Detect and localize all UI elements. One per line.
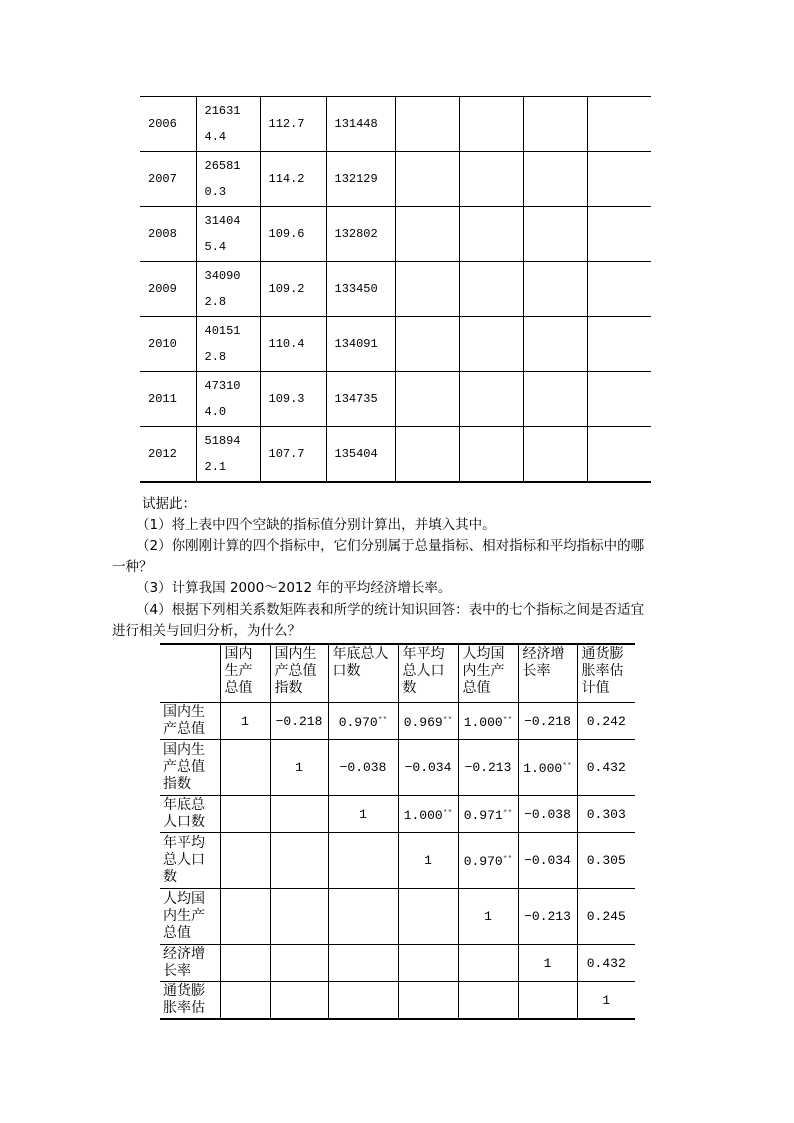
correlation-value: 1.000 [463, 714, 503, 730]
correlation-value: −0.034 [524, 853, 571, 868]
correlation-cell [398, 889, 458, 945]
correlation-cell [458, 740, 518, 796]
correlation-cell [577, 945, 635, 982]
empty-cell [459, 427, 523, 483]
empty-cell [459, 372, 523, 427]
table-row [160, 796, 635, 833]
cell-year: 2012 [140, 427, 196, 483]
cell-gdp: 265810.3 [196, 152, 260, 207]
correlation-value: 1 [543, 955, 552, 971]
empty-cell [459, 262, 523, 317]
significance-marker: ** [442, 715, 453, 725]
cell-year: 2007 [140, 152, 196, 207]
correlation-value: 1 [424, 853, 432, 868]
cell-gdp-index: 109.3 [260, 372, 326, 427]
correlation-value: 0.970 [463, 854, 503, 869]
empty-cell [587, 372, 651, 427]
cell-year: 2011 [140, 372, 196, 427]
correlation-cell [328, 703, 398, 740]
table-row [160, 833, 635, 889]
empty-cell [523, 317, 587, 372]
cell-gdp-index: 114.2 [260, 152, 326, 207]
correlation-cell [270, 796, 328, 833]
correlation-value: −0.213 [524, 909, 571, 924]
column-header: 通货膨胀率估计值 [577, 644, 635, 703]
header-row [160, 644, 635, 703]
gdp-data-table [140, 96, 651, 483]
correlation-cell [328, 889, 398, 945]
correlation-cell [270, 982, 328, 1020]
correlation-cell [220, 982, 270, 1020]
correlation-value: 1 [602, 992, 611, 1008]
empty-cell [523, 152, 587, 207]
empty-cell [395, 207, 459, 262]
row-header: 年底总人口数 [160, 796, 220, 833]
cell-year: 2008 [140, 207, 196, 262]
correlation-cell [328, 740, 398, 796]
row-header: 通货膨胀率估 [160, 982, 220, 1020]
correlation-cell [577, 982, 635, 1020]
significance-marker: ** [442, 808, 453, 818]
cell-gdp-index: 112.7 [260, 97, 326, 152]
column-header: 国内生产总值 [220, 644, 270, 703]
correlation-cell [577, 833, 635, 889]
table-row [140, 97, 651, 152]
cell-gdp: 216314.4 [196, 97, 260, 152]
correlation-value: 0.305 [586, 853, 626, 868]
correlation-value: 0.969 [403, 714, 443, 730]
correlation-cell [270, 833, 328, 889]
correlation-cell [398, 982, 458, 1020]
significance-marker: ** [502, 808, 513, 818]
row-header: 国内生产总值 [160, 703, 220, 740]
correlation-cell [458, 796, 518, 833]
column-header: 年平均总人口数 [398, 644, 458, 703]
correlation-value: −0.034 [404, 760, 452, 775]
significance-marker: ** [562, 762, 572, 771]
question-4: （4）根据下列相关系数矩阵表和所学的统计知识回答：表中的七个指标之间是否适宜 [136, 602, 645, 618]
cell-year: 2010 [140, 317, 196, 372]
question-1: （1）将上表中四个空缺的指标值分别计算出，并填入其中。 [136, 517, 496, 533]
question-3: （3）计算我国 2000～2012 年的平均经济增长率。 [136, 580, 452, 596]
cell-gdp-index: 110.4 [260, 317, 326, 372]
empty-cell [395, 317, 459, 372]
empty-cell [587, 317, 651, 372]
correlation-cell [518, 833, 577, 889]
correlation-cell [577, 703, 635, 740]
cell-population: 132129 [326, 152, 395, 207]
column-header: 人均国内生产总值 [458, 644, 518, 703]
table-row [140, 427, 651, 483]
cell-population: 134735 [326, 372, 395, 427]
question-4-cont: 进行相关与回归分析，为什么？ [112, 623, 301, 639]
correlation-value: 0.245 [586, 909, 626, 924]
correlation-cell [458, 945, 518, 982]
cell-gdp: 473104.0 [196, 372, 260, 427]
correlation-value: −0.038 [524, 806, 571, 822]
correlation-value: 1.000 [403, 807, 443, 823]
cell-gdp-index: 109.6 [260, 207, 326, 262]
empty-cell [587, 262, 651, 317]
correlation-cell [328, 982, 398, 1020]
correlation-value: −0.213 [464, 760, 512, 775]
table-row [160, 982, 635, 1020]
empty-cell [395, 372, 459, 427]
correlation-cell [270, 889, 328, 945]
empty-cell [395, 97, 459, 152]
correlation-cell [328, 833, 398, 889]
cell-gdp: 314045.4 [196, 207, 260, 262]
correlation-value: 0.970 [338, 714, 378, 730]
cell-population: 132802 [326, 207, 395, 262]
corner-cell [160, 644, 220, 703]
question-2: （2）你刚刚计算的四个指标中，它们分别属于总量指标、相对指标和平均指标中的哪 [136, 538, 645, 554]
empty-cell [459, 152, 523, 207]
correlation-cell [518, 740, 577, 796]
empty-cell [395, 427, 459, 483]
table-row [140, 262, 651, 317]
correlation-cell [270, 740, 328, 796]
correlation-cell [577, 740, 635, 796]
correlation-value: 0.432 [586, 760, 626, 775]
row-header: 国内生产总值指数 [160, 740, 220, 796]
cell-gdp-index: 109.2 [260, 262, 326, 317]
empty-cell [587, 97, 651, 152]
correlation-cell [398, 945, 458, 982]
row-header: 年平均总人口数 [160, 833, 220, 889]
empty-cell [395, 262, 459, 317]
correlation-cell [577, 796, 635, 833]
correlation-cell [458, 703, 518, 740]
cell-gdp: 518942.1 [196, 427, 260, 483]
correlation-value: 1 [484, 909, 492, 924]
row-header: 经济增长率 [160, 945, 220, 982]
cell-population: 131448 [326, 97, 395, 152]
correlation-cell [328, 945, 398, 982]
table-row [140, 317, 651, 372]
cell-year: 2009 [140, 262, 196, 317]
cell-population: 134091 [326, 317, 395, 372]
cell-gdp: 340902.8 [196, 262, 260, 317]
empty-cell [523, 207, 587, 262]
empty-cell [523, 97, 587, 152]
empty-cell [523, 372, 587, 427]
correlation-cell [270, 703, 328, 740]
cell-population: 135404 [326, 427, 395, 483]
empty-cell [459, 317, 523, 372]
correlation-matrix-table [160, 643, 635, 1020]
significance-marker: ** [502, 715, 513, 725]
correlation-value: 0.432 [586, 955, 626, 971]
correlation-cell [398, 703, 458, 740]
correlation-cell [328, 796, 398, 833]
correlation-value: 1 [241, 713, 249, 729]
table-row [160, 703, 635, 740]
row-header: 人均国内生产总值 [160, 889, 220, 945]
correlation-cell [398, 740, 458, 796]
correlation-value: −0.218 [524, 713, 571, 729]
cell-population: 133450 [326, 262, 395, 317]
correlation-cell [398, 796, 458, 833]
cell-gdp-index: 107.7 [260, 427, 326, 483]
column-header: 国内生产总值指数 [270, 644, 328, 703]
correlation-cell [458, 982, 518, 1020]
empty-cell [395, 152, 459, 207]
correlation-value: 0.242 [586, 713, 626, 729]
correlation-cell [518, 796, 577, 833]
correlation-cell [398, 833, 458, 889]
correlation-cell [220, 889, 270, 945]
correlation-cell [220, 703, 270, 740]
table-row [160, 945, 635, 982]
column-header: 经济增长率 [518, 644, 577, 703]
correlation-cell [518, 889, 577, 945]
correlation-cell [577, 889, 635, 945]
correlation-cell [518, 703, 577, 740]
cell-year: 2006 [140, 97, 196, 152]
question-2-cont: 一种？ [112, 559, 153, 575]
table-row [160, 889, 635, 945]
table-row [160, 740, 635, 796]
correlation-cell [220, 833, 270, 889]
cell-gdp: 401512.8 [196, 317, 260, 372]
empty-cell [459, 207, 523, 262]
empty-cell [523, 262, 587, 317]
correlation-cell [518, 982, 577, 1020]
empty-cell [459, 97, 523, 152]
correlation-value: 1 [359, 806, 367, 822]
correlation-value: 0.303 [586, 806, 626, 822]
empty-cell [523, 427, 587, 483]
empty-cell [587, 152, 651, 207]
correlation-cell [518, 945, 577, 982]
correlation-cell [458, 889, 518, 945]
table-row [140, 207, 651, 262]
correlation-cell [220, 945, 270, 982]
correlation-cell [270, 945, 328, 982]
correlation-value: −0.218 [275, 713, 323, 729]
table-row [140, 152, 651, 207]
correlation-cell [220, 796, 270, 833]
significance-marker: ** [502, 855, 513, 864]
correlation-value: −0.038 [339, 760, 387, 775]
correlation-value: 1.000 [523, 761, 563, 776]
correlation-value: 1 [295, 760, 303, 775]
correlation-value: 0.971 [463, 807, 503, 823]
significance-marker: ** [377, 715, 388, 725]
correlation-cell [220, 740, 270, 796]
empty-cell [587, 207, 651, 262]
question-intro: 试据此： [142, 496, 196, 512]
empty-cell [587, 427, 651, 483]
correlation-cell [458, 833, 518, 889]
table-row [140, 372, 651, 427]
column-header: 年底总人口数 [328, 644, 398, 703]
